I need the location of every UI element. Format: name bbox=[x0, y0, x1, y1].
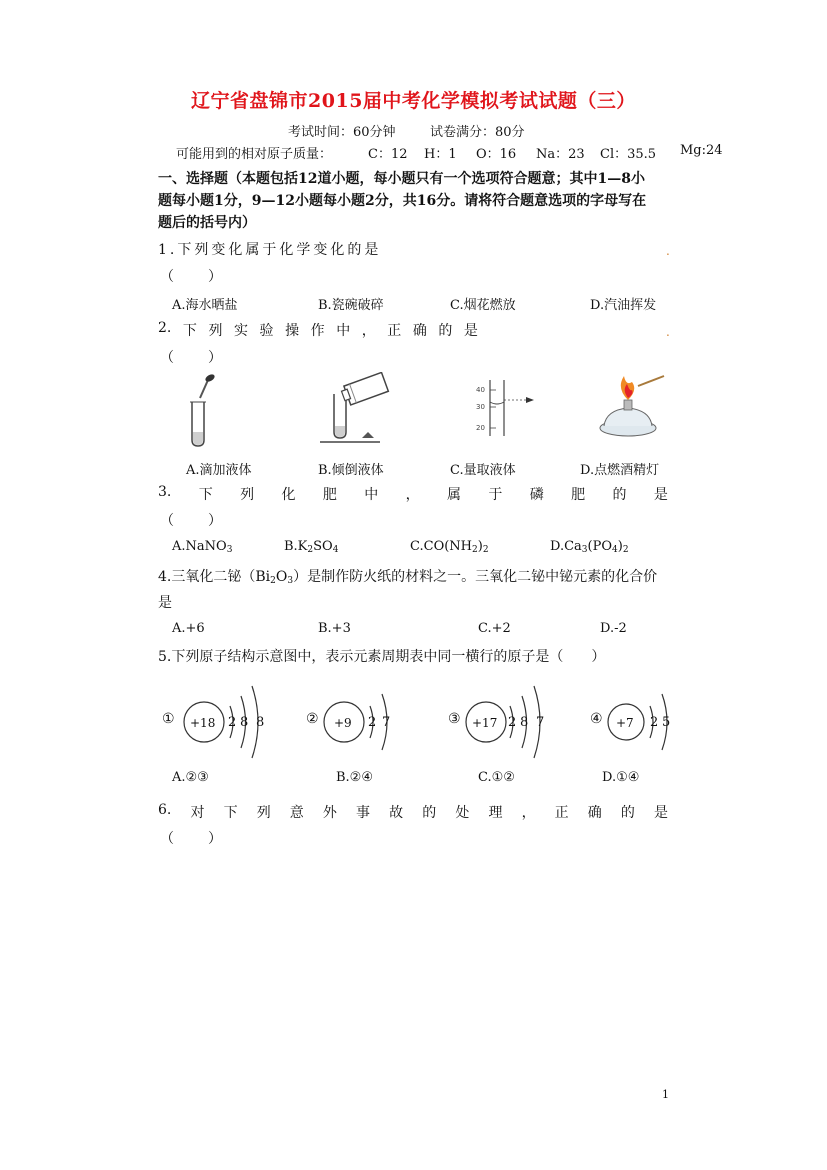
section-heading-line3: 题后的括号内） bbox=[158, 215, 256, 231]
q1-answer-paren: （ ） bbox=[160, 269, 224, 285]
q2-stem-char: ， bbox=[361, 323, 376, 339]
atomic-mass-na: Na：23 bbox=[536, 147, 585, 162]
q3-stem-char: 的 bbox=[612, 487, 627, 503]
q3-stem-char: 于 bbox=[488, 487, 503, 503]
q2-stem bbox=[158, 320, 478, 340]
q6-stem-char: 下 bbox=[223, 805, 238, 821]
atom-4-shells bbox=[590, 680, 690, 760]
q3-stem-char: ， bbox=[405, 487, 420, 503]
q6-stem-char: 对 bbox=[190, 805, 205, 821]
q1-stem: 1.下列变化属于化学变化的是 bbox=[158, 242, 382, 258]
q3-answer-paren: （ ） bbox=[160, 513, 224, 529]
q2-option-d: D.点燃酒精灯 bbox=[580, 463, 660, 478]
q2-stem-char: 实 bbox=[234, 323, 248, 339]
section-heading-line2: 题每小题1分，9—12小题每小题2分，共16分。请将符合题意选项的字母写在 bbox=[158, 193, 647, 209]
q6-stem-char: 事 bbox=[356, 805, 371, 821]
q6-stem-char: 理 bbox=[488, 805, 503, 821]
q5-option-a: A.②③ bbox=[172, 770, 209, 785]
q3-stem-char: 化 bbox=[281, 487, 296, 503]
q4-stem-line2: 是 bbox=[158, 595, 172, 611]
atom-3-label: ③ bbox=[448, 711, 461, 727]
cylinder-mark-20: 20 bbox=[476, 424, 485, 432]
q3-option-a: A.NaNO$_3$ bbox=[172, 539, 233, 555]
atom-1-shell-2: 8 bbox=[240, 715, 249, 730]
q1-option-c: C.烟花燃放 bbox=[450, 298, 516, 313]
atom-3-shell-3: 7 bbox=[536, 715, 545, 730]
q2-stem-char: 正 bbox=[387, 323, 402, 339]
atomic-mass-mg: Mg:24 bbox=[680, 143, 723, 158]
q6-stem-char: 确 bbox=[587, 805, 602, 821]
atom-diagram-2 bbox=[306, 680, 416, 760]
q3-stem-char: 属 bbox=[446, 487, 461, 503]
atom-1-label: ① bbox=[162, 711, 175, 727]
dropper-test-tube-figure bbox=[180, 372, 230, 450]
atom-diagram-3 bbox=[448, 680, 568, 760]
q6-stem-char: 列 bbox=[256, 805, 271, 821]
section-heading-line1: 一、选择题（本题包括12道小题，每小题只有一个选项符合题意；其中1—8小 bbox=[158, 171, 645, 187]
q6-stem-char: 的 bbox=[620, 805, 635, 821]
q5-stem: 5.下列原子结构示意图中，表示元素周期表中同一横行的原子是（ ） bbox=[158, 649, 606, 665]
atomic-mass-o: O：16 bbox=[476, 147, 517, 162]
q3-stem-char: 中 bbox=[364, 487, 379, 503]
q1-dot: . bbox=[666, 244, 670, 258]
q2-stem-char: 是 bbox=[463, 323, 478, 339]
measuring-cylinder-figure bbox=[470, 378, 540, 438]
atom-2-shells bbox=[306, 680, 416, 760]
q4-option-a: A.+6 bbox=[172, 621, 205, 636]
atom-2-shell-2: 7 bbox=[382, 715, 391, 730]
q1-option-a: A.海水晒盐 bbox=[172, 298, 238, 313]
atom-4-shell-2: 5 bbox=[662, 715, 671, 730]
alcohol-lamp-figure bbox=[594, 372, 670, 442]
atom-2-label: ② bbox=[306, 711, 319, 727]
q3-stem-char: 列 bbox=[240, 487, 255, 503]
atom-3-nucleus: +17 bbox=[472, 716, 498, 730]
atom-3-shell-2: 8 bbox=[520, 715, 529, 730]
atomic-mass-cl: Cl：35.5 bbox=[600, 147, 657, 162]
q3-option-c: $C.CO(NH_2)_2$ bbox=[410, 539, 489, 555]
q2-stem-char: 2. bbox=[158, 320, 172, 336]
cylinder-mark-30: 30 bbox=[476, 403, 485, 411]
q3-option-b: $B.K_2SO_4$ bbox=[284, 539, 339, 555]
exam-score: 试卷满分：80分 bbox=[430, 125, 525, 140]
q6-stem-char: 故 bbox=[389, 805, 404, 821]
q5-option-b: B.②④ bbox=[336, 770, 373, 785]
q4-stem-line1: 4.三氧化二铋$(Bi_2O_3)$是制作防火纸的材料之一。三氧化二铋中铋元素的化合价 bbox=[158, 569, 658, 586]
q3-stem-char: 3. bbox=[158, 484, 172, 500]
q1-option-b: B.瓷碗破碎 bbox=[318, 298, 384, 313]
q3-option-d: $D.Ca_3(PO_4)_2$ bbox=[550, 539, 629, 555]
atom-4-shell-1: 2 bbox=[650, 715, 659, 730]
q3-stem bbox=[158, 484, 668, 504]
q6-answer-paren: （ ） bbox=[160, 831, 224, 847]
q5-option-d: D.①④ bbox=[602, 770, 640, 785]
q3-stem-char: 肥 bbox=[322, 487, 337, 503]
q6-stem-char: 意 bbox=[289, 805, 304, 821]
q2-option-c: C.量取液体 bbox=[450, 463, 516, 478]
exam-time: 考试时间：60分钟 bbox=[288, 125, 396, 140]
q6-stem-char: 是 bbox=[654, 805, 668, 821]
q2-stem-char: 中 bbox=[336, 323, 351, 339]
atom-4-label: ④ bbox=[590, 711, 603, 727]
q6-stem-char: 外 bbox=[322, 805, 337, 821]
page-number: 1 bbox=[662, 1088, 669, 1101]
atom-2-shell-1: 2 bbox=[368, 715, 377, 730]
atomic-mass-label: 可能用到的相对原子质量： bbox=[176, 147, 333, 162]
q2-stem-char: 下 bbox=[182, 323, 197, 339]
q1-option-d: D.汽油挥发 bbox=[590, 298, 657, 313]
atom-diagram-4 bbox=[590, 680, 690, 760]
q3-stem-char: 肥 bbox=[571, 487, 586, 503]
q6-stem-char: 处 bbox=[455, 805, 470, 821]
q4-option-d: D.-2 bbox=[600, 621, 627, 636]
q2-dot: . bbox=[666, 325, 670, 339]
q2-stem-char: 的 bbox=[438, 323, 453, 339]
q3-stem-char: 磷 bbox=[529, 487, 544, 503]
q6-stem-char: 6. bbox=[158, 802, 172, 818]
atomic-mass-h: H：1 bbox=[424, 147, 457, 162]
q3-stem-char: 下 bbox=[198, 487, 213, 503]
q2-stem-char: 验 bbox=[259, 323, 274, 339]
q6-stem bbox=[158, 802, 668, 822]
q5-option-c: C.①② bbox=[478, 770, 515, 785]
q3-stem-char: 是 bbox=[653, 487, 668, 503]
pouring-liquid-figure bbox=[318, 372, 394, 446]
q2-stem-char: 列 bbox=[208, 323, 223, 339]
atom-diagram-1 bbox=[162, 680, 282, 760]
atom-1-nucleus: +18 bbox=[190, 716, 216, 730]
q2-stem-char: 作 bbox=[310, 323, 325, 339]
atom-3-shell-1: 2 bbox=[508, 715, 517, 730]
q6-stem-char: 的 bbox=[422, 805, 437, 821]
atom-1-shell-1: 2 bbox=[228, 715, 237, 730]
page-title: 辽宁省盘锦市2015届中考化学模拟考试试题（三） bbox=[191, 90, 636, 112]
q4-option-c: C.+2 bbox=[478, 621, 511, 636]
q2-option-a: A.滴加液体 bbox=[186, 463, 252, 478]
atom-4-nucleus: +7 bbox=[616, 716, 634, 730]
q2-option-b: B.倾倒液体 bbox=[318, 463, 384, 478]
q2-stem-char: 确 bbox=[412, 323, 427, 339]
q6-stem-char: 正 bbox=[554, 805, 569, 821]
q6-stem-char: ， bbox=[521, 805, 536, 821]
cylinder-mark-40: 40 bbox=[476, 386, 485, 394]
q4-option-b: B.+3 bbox=[318, 621, 351, 636]
atom-2-nucleus: +9 bbox=[334, 716, 352, 730]
q2-stem-char: 操 bbox=[285, 323, 300, 339]
q2-answer-paren: （ ） bbox=[160, 350, 224, 366]
atom-1-shell-3: 8 bbox=[256, 715, 265, 730]
atomic-mass-c: C：12 bbox=[368, 147, 408, 162]
